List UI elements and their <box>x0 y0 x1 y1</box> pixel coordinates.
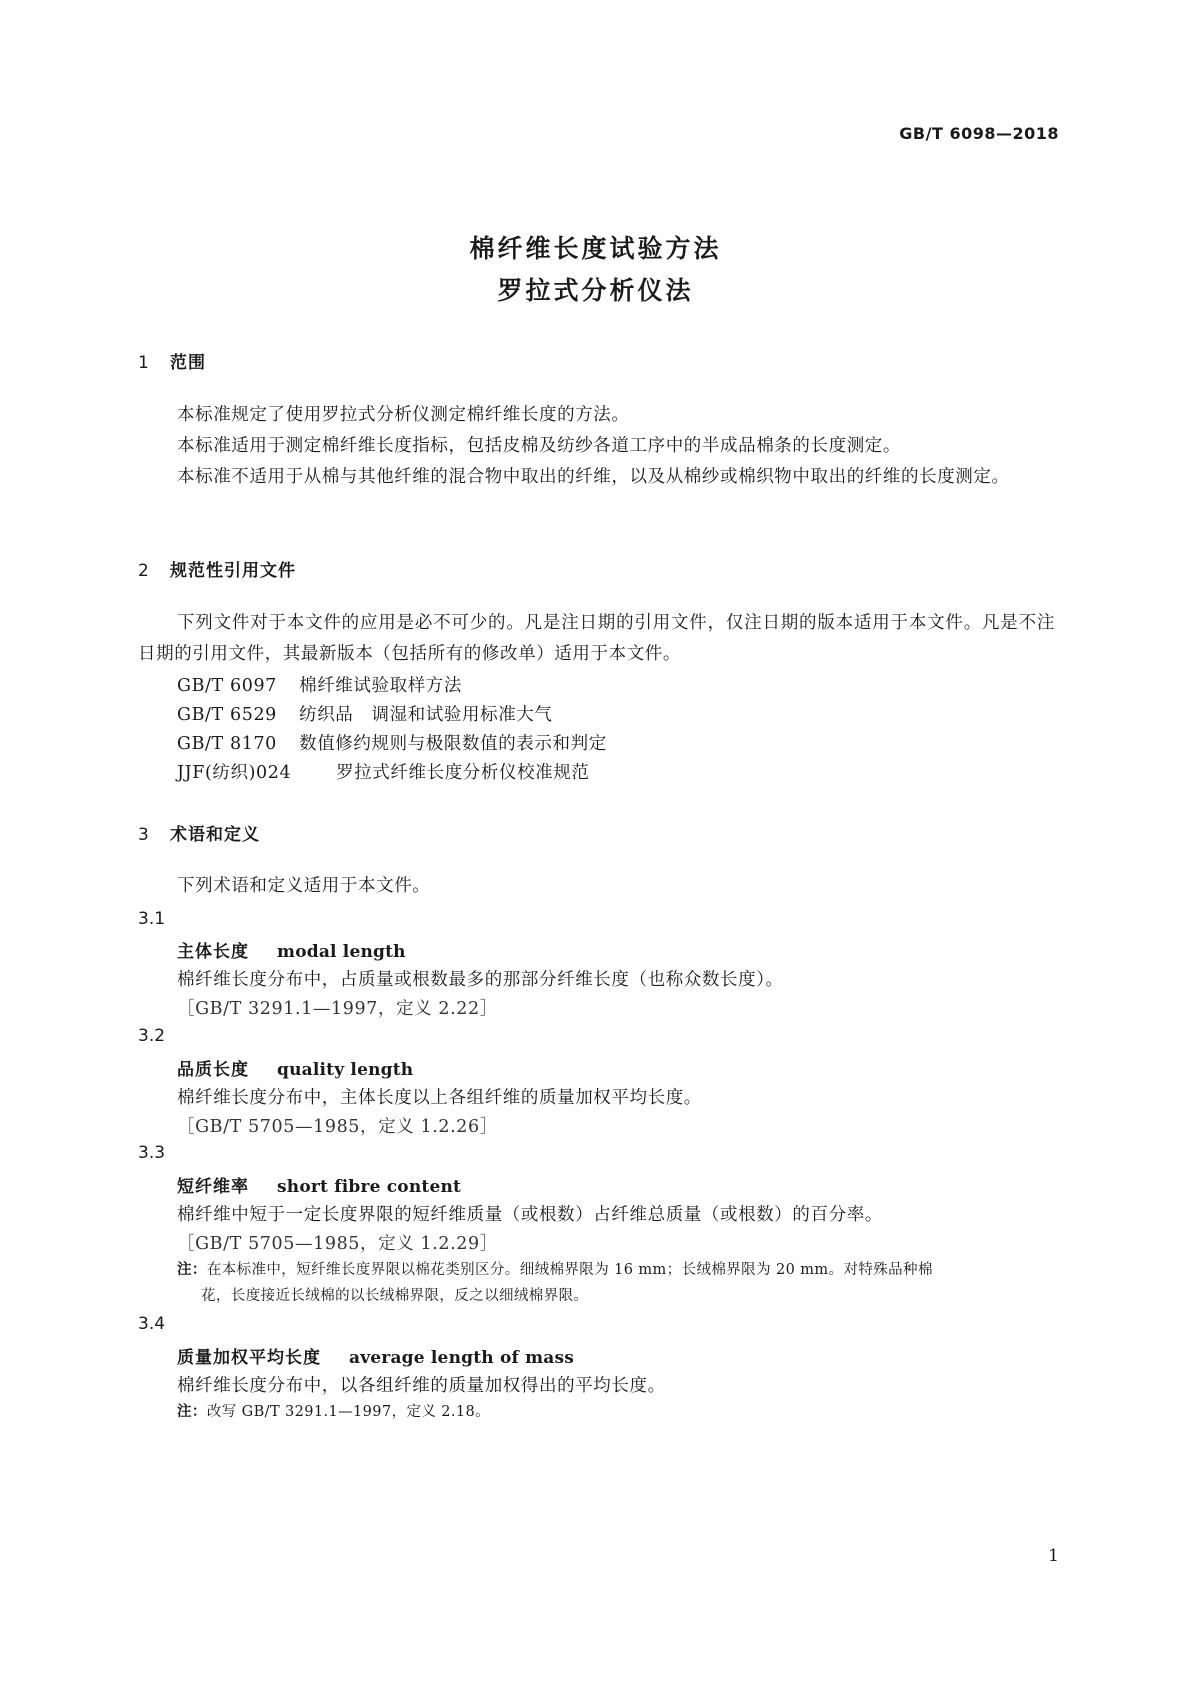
term-en: quality length <box>277 1060 414 1080</box>
title-line-2: 罗拉式分析仪法 <box>497 276 694 305</box>
section-title: 术语和定义 <box>170 825 260 845</box>
section-title: 范围 <box>170 353 206 373</box>
reference-code: GB/T 6529 <box>177 705 277 725</box>
term-en: average length of mass <box>349 1348 575 1368</box>
reference-code: GB/T 6097 <box>177 676 277 696</box>
term-name <box>177 1055 413 1080</box>
note-text: 改写 GB/T 3291.1—1997，定义 2.18。 <box>206 1404 491 1420</box>
document-title <box>0 228 1191 312</box>
reference-item <box>177 759 590 784</box>
reference-item <box>177 672 462 697</box>
term-zh: 主体长度 <box>177 942 249 962</box>
term-definition: 棉纤维长度分布中，以各组纤维的质量加权得出的平均长度。 <box>177 1376 666 1396</box>
reference-item <box>177 730 607 755</box>
section-2-heading <box>138 556 296 581</box>
term-en: short fibre content <box>277 1177 462 1197</box>
reference-title: 棉纤维试验取样方法 <box>299 676 463 696</box>
term-name <box>177 1343 574 1368</box>
reference-title: 罗拉式纤维长度分析仪校准规范 <box>336 763 590 783</box>
term-definition: 棉纤维中短于一定长度界限的短纤维质量（或根数）占纤维总质量（或根数）的百分率。 <box>177 1205 883 1225</box>
term-note <box>177 1257 1057 1309</box>
section-number: 3 <box>138 825 150 845</box>
section-number: 2 <box>138 561 150 581</box>
section-3-heading <box>138 820 260 845</box>
term-name <box>177 1172 461 1197</box>
reference-title: 纺织品 调湿和试验用标准大气 <box>299 705 553 725</box>
term-en: modal length <box>277 942 406 962</box>
term-number: 3.1 <box>138 909 166 929</box>
reference-item <box>177 701 553 726</box>
term-source: ［GB/T 5705—1985，定义 1.2.26］ <box>177 1117 498 1137</box>
note-label: 注： <box>177 1404 207 1420</box>
reference-code: GB/T 8170 <box>177 734 277 754</box>
term-source: ［GB/T 3291.1—1997，定义 2.22］ <box>177 999 498 1019</box>
standard-number: GB/T 6098—2018 <box>899 124 1059 143</box>
term-definition: 棉纤维长度分布中，占质量或根数最多的那部分纤维长度（也称众数长度）。 <box>177 970 784 990</box>
reference-title: 数值修约规则与极限数值的表示和判定 <box>299 734 607 754</box>
reference-code: JJF(纺织)024 <box>177 763 292 783</box>
title-line-1: 棉纤维长度试验方法 <box>469 234 722 263</box>
term-number: 3.2 <box>138 1026 166 1046</box>
section-1-paragraph-2: 本标准适用于测定棉纤维长度指标，包括皮棉及纺纱各道工序中的半成品棉条的长度测定。 <box>177 436 901 456</box>
term-note <box>177 1399 1057 1425</box>
term-source: ［GB/T 5705—1985，定义 1.2.29］ <box>177 1234 498 1254</box>
section-1-paragraph-3: 本标准不适用于从棉与其他纤维的混合物中取出的纤维，以及从棉纱或棉织物中取出的纤维的长度测定。 <box>177 467 1010 487</box>
term-zh: 质量加权平均长度 <box>177 1348 321 1368</box>
section-number: 1 <box>138 353 150 373</box>
note-label: 注： <box>177 1262 207 1278</box>
term-number: 3.4 <box>138 1314 166 1334</box>
term-zh: 品质长度 <box>177 1060 249 1080</box>
section-1-heading <box>138 348 206 373</box>
section-2-intro: 下列文件对于本文件的应用是必不可少的。凡是注日期的引用文件，仅注日期的版本适用于本文件。凡是不注日期的引用文件，其最新版本（包括所有的修改单）适用于本文件。 <box>138 613 1055 664</box>
term-name <box>177 937 406 962</box>
term-number: 3.3 <box>138 1143 166 1163</box>
note-text-continued: 花，长度接近长绒棉的以长绒棉界限，反之以细绒棉界限。 <box>201 1288 589 1304</box>
term-definition: 棉纤维长度分布中，主体长度以上各组纤维的质量加权平均长度。 <box>177 1088 702 1108</box>
section-3-intro: 下列术语和定义适用于本文件。 <box>177 876 431 896</box>
section-title: 规范性引用文件 <box>170 561 296 581</box>
term-zh: 短纤维率 <box>177 1177 249 1197</box>
note-text: 在本标准中，短纤维长度界限以棉花类别区分。细绒棉界限为 16 mm；长绒棉界限为 20 mm。对特殊品种棉 <box>206 1262 933 1278</box>
section-1-paragraph-1: 本标准规定了使用罗拉式分析仪测定棉纤维长度的方法。 <box>177 405 630 425</box>
page-number: 1 <box>1048 1546 1059 1566</box>
